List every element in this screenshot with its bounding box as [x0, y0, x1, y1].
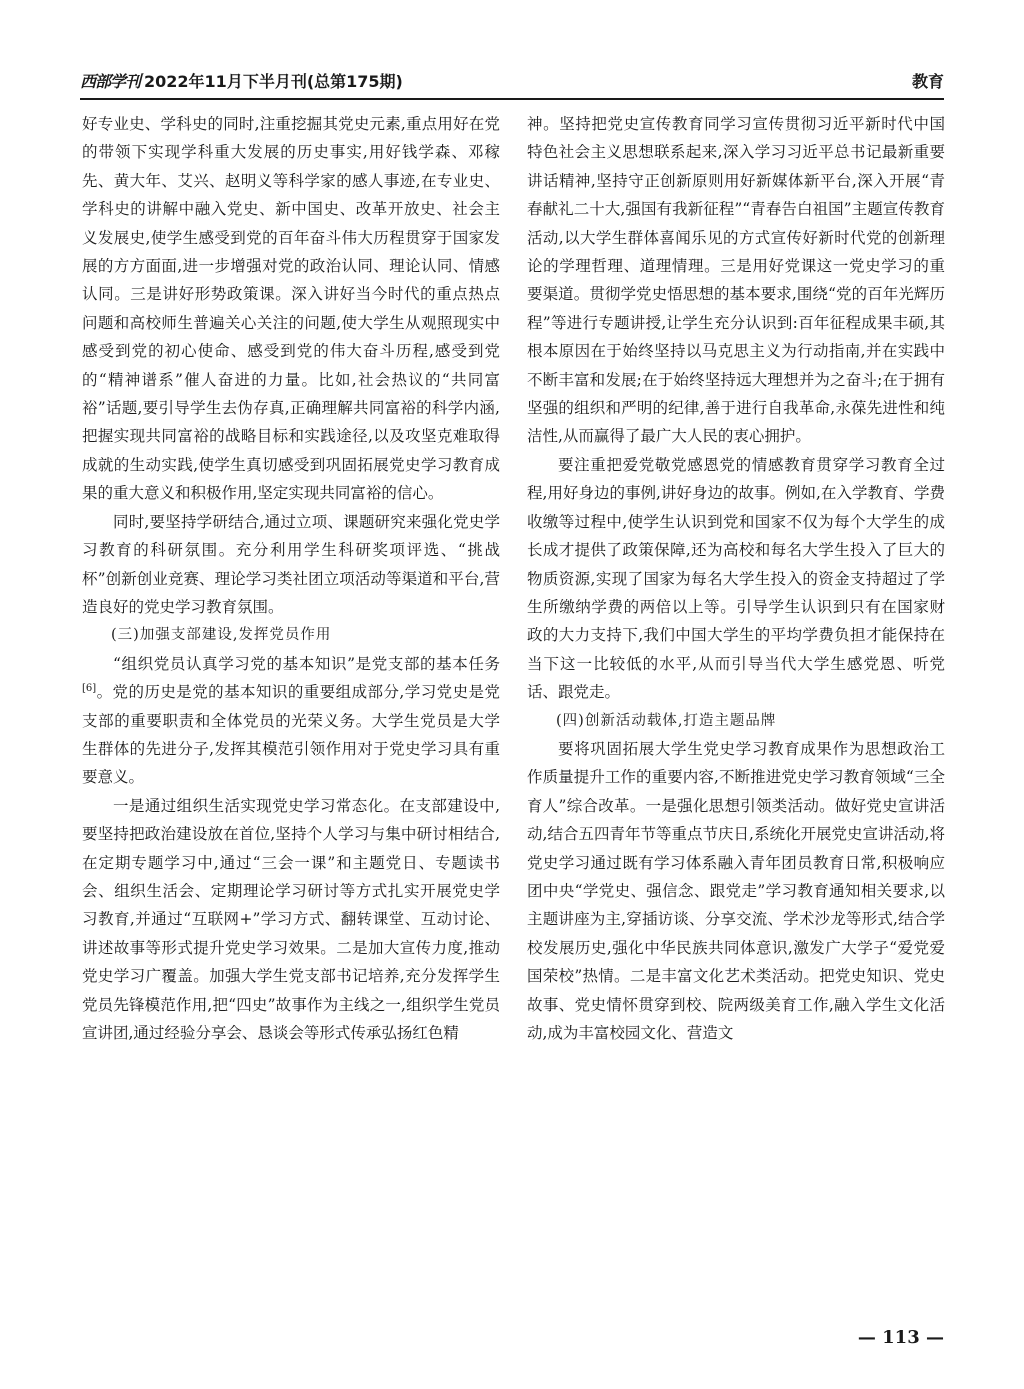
paragraph: 好专业史、学科史的同时,注重挖掘其党史元素,重点用好在党的带领下实现学科重大发展的历史事实,用好钱学森、邓稼先、黄大年、艾兴、赵明义等科学家的感人事迹,在专业史、学科史的讲解中融入党史、新中国史、改革开放史、社会主义发展史,使学生感受到党的百年奋斗伟大历程贯穿于国家发展的方方面面,进一步增强对党的政治认同、理论认同、情感认同。三是讲好形势政策课。深入讲好当今时代的重点热点问题和高校师生普遍关心关注的问题,使大学生从观照现实中感受到党的初心使命、感受到党的伟大奋斗历程,感受到党的“精神谱系”催人奋进的力量。比如,社会热议的“共同富裕”话题,要引导学生去伪存真,正确理解共同富裕的科学内涵,把握实现共同富裕的战略目标和实践途径,以及攻坚克难取得成就的生动实践,使学生真切感受到巩固拓展党史学习教育成果的重大意义和积极作用,坚定实现共同富裕的信心。 [82, 115, 500, 503]
journal-masthead [80, 70, 403, 94]
paragraph: 一是通过组织生活实现党史学习常态化。在支部建设中,要坚持把政治建设放在首位,坚持个人学习与集中研讨相结合,在定期专题学习中,通过“三会一课”和主题党日、专题读书会、组织生活会、定期理论学习研讨等方式扎实开展党史学习教育,并通过“互联网+”学习方式、翻转课堂、互动讨论、讲述故事等形式提升党史学习效果。二是加大宣传力度,推动党史学习广覆盖。加强大学生党支部书记培养,充分发挥学生党员先锋模范作用,把“四史”故事作为主线之一,组织学生党员宣讲团,通过经验分享会、恳谈会等形式传承弘扬红色精 [82, 796, 500, 1042]
page-header [80, 70, 944, 100]
section-label: 教育 [911, 72, 944, 91]
journal-logo: 西部学刊 [80, 72, 141, 91]
issue-info: 2022年11月下半月刊(总第175期) [144, 72, 403, 91]
section-heading: (三)加强支部建设,发挥党员作用 [111, 627, 332, 644]
paragraph [82, 650, 500, 792]
right-column [527, 110, 945, 1047]
paragraph-text: 。党的历史是党的基本知识的重要组成部分,学习党史是党支部的重要职责和全体党员的光荣义务。大学生党员是大学生群体的先进分子,发挥其模范引领作用对于党史学习具有重要意义。 [82, 683, 500, 787]
paragraph: 要注重把爱党敬党感恩党的情感教育贯穿学习教育全过程,用好身边的事例,讲好身边的故事。例如,在入学教育、学费收缴等过程中,使学生认识到党和国家不仅为每个大学生的成长成才提供了政策保障,还为高校和每名大学生投入了巨大的物质资源,实现了国家为每名大学生投入的资金支持超过了学生所缴纳学费的两倍以上等。引导学生认识到只有在国家财政的大力支持下,我们中国大学生的平均学费负担才能保持在当下这一比较低的水平,从而引导当代大学生感党恩、听党话、跟党走。 [527, 455, 945, 702]
paragraph: 神。坚持把党史宣传教育同学习宣传贯彻习近平新时代中国特色社会主义思想联系起来,深入学习习近平总书记最新重要讲话精神,坚持守正创新原则用好新媒体新平台,深入开展“青春献礼二十大,强国有我新征程”“青春告白祖国”主题宣传教育活动,以大学生群体喜闻乐见的方式宣传好新时代党的创新理论的学理哲理、道理情理。三是用好党课这一党史学习的重要渠道。贯彻学党史悟思想的基本要求,围绕“党的百年光辉历程”等进行专题讲授,让学生充分认识到:百年征程成果丰硕,其根本原因在于始终坚持以马克思主义为行动指南,并在实践中不断丰富和发展;在于始终坚持远大理想并为之奋斗;在于拥有坚强的组织和严明的纪律,善于进行自我革命,永葆先进性和纯洁性,从而赢得了最广大人民的衷心拥护。 [527, 115, 945, 446]
left-column [82, 110, 500, 1047]
paragraph-text: “组织党员认真学习党的基本知识”是党支部的基本任务 [113, 654, 500, 673]
citation-ref: [6] [82, 682, 97, 694]
paragraph: 同时,要坚持学研结合,通过立项、课题研究来强化党史学习教育的科研氛围。充分利用学生科研奖项评选、“挑战杯”创新创业竞赛、理论学习类社团立项活动等渠道和平台,营造良好的党史学习教育氛围。 [82, 512, 500, 616]
paragraph: 要将巩固拓展大学生党史学习教育成果作为思想政治工作质量提升工作的重要内容,不断推进党史学习教育领域“三全育人”综合改革。一是强化思想引领类活动。做好党史宣讲活动,结合五四青年节等重点节庆日,系统化开展党史宣讲活动,将党史学习通过既有学习体系融入青年团员教育日常,积极响应团中央“学党史、强信念、跟党走”学习教育通知相关要求,以主题讲座为主,穿插访谈、分享交流、学术沙龙等形式,结合学校发展历史,强化中华民族共同体意识,激发广大学子“爱党爱国荣校”热情。二是丰富文化艺术类活动。把党史知识、党史故事、党史情怀贯穿到校、院两级美育工作,融入学生文化活动,成为丰富校园文化、营造文 [527, 739, 945, 1042]
page-number: — 113 — [857, 1327, 944, 1348]
section-heading: (四)创新活动载体,打造主题品牌 [556, 712, 777, 729]
